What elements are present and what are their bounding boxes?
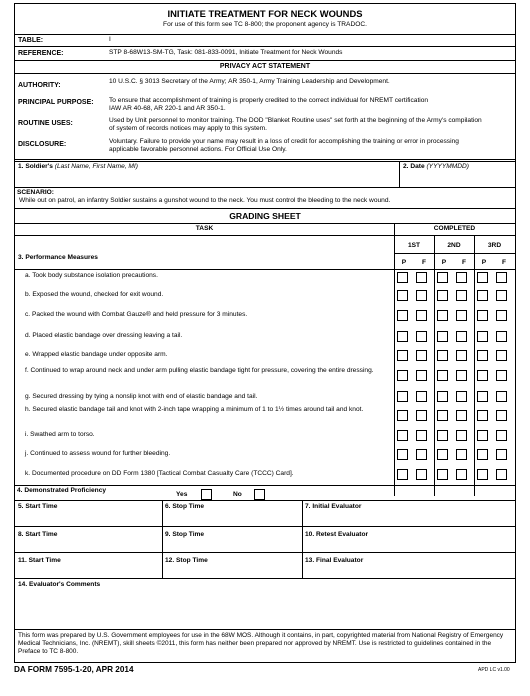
task-row-c: c. Packed the wound with Combat Gauze® and held pressure for 3 minutes.	[25, 311, 248, 318]
checkbox-a-p1[interactable]	[397, 272, 408, 283]
task-row-a: a. Took body substance isolation precautions.	[25, 272, 158, 279]
reference-value: STP 8-68W13-SM-TG, Task: 081-833-0091, Initiate Treatment for Neck Wounds	[109, 49, 343, 56]
attempt-3rd: 3RD	[487, 242, 502, 249]
grading-heading: GRADING SHEET	[229, 211, 301, 221]
checkbox-c-f2[interactable]	[456, 310, 467, 321]
checkbox-b-f2[interactable]	[456, 290, 467, 301]
checkbox-i-p2[interactable]	[437, 430, 448, 441]
checkbox-e-f1[interactable]	[416, 350, 427, 361]
pf-header-p1: P	[401, 259, 407, 266]
checkbox-h-f2[interactable]	[456, 410, 467, 421]
checkbox-b-p1[interactable]	[397, 290, 408, 301]
checkbox-i-f3[interactable]	[496, 430, 507, 441]
checkbox-g-f1[interactable]	[416, 391, 427, 402]
checkbox-c-f1[interactable]	[416, 310, 427, 321]
scenario-text: While out on patrol, an infantry Soldier sustains a gunshot wound to the neck. You must control the bleeding to the neck wound.	[19, 197, 391, 204]
final-evaluator[interactable]: 13. Final Evaluator	[305, 557, 364, 564]
table-label: TABLE:	[18, 37, 44, 44]
task-row-g: g. Secured dressing by tying a nonslip knot with end of elastic bandage and tail.	[25, 393, 258, 400]
task-row-k: k. Documented procedure on DD Form 1380 [Tactical Combat Casualty Care (TCCC) Card].	[25, 470, 294, 477]
checkbox-a-f1[interactable]	[416, 272, 427, 283]
start-time-2[interactable]: 8. Start Time	[18, 531, 58, 538]
proficiency-label: 4. Demonstrated Proficiency	[17, 487, 107, 494]
date-label: 2. Date	[403, 163, 425, 170]
checkbox-b-f1[interactable]	[416, 290, 427, 301]
stop-time-1[interactable]: 6. Stop Time	[165, 503, 205, 510]
attempt-1st: 1ST	[407, 242, 421, 249]
purpose-label: PRINCIPAL PURPOSE:	[18, 99, 94, 106]
date-field[interactable]	[403, 163, 469, 171]
checkbox-c-p2[interactable]	[437, 310, 448, 321]
form-number: DA FORM 7595-1-20, APR 2014	[14, 665, 134, 674]
checkbox-f-p2[interactable]	[437, 370, 448, 381]
checkbox-k-p2[interactable]	[437, 469, 448, 480]
checkbox-e-f2[interactable]	[456, 350, 467, 361]
checkbox-h-f3[interactable]	[496, 410, 507, 421]
checkbox-d-f2[interactable]	[456, 331, 467, 342]
checkbox-j-f2[interactable]	[456, 449, 467, 460]
checkbox-a-f3[interactable]	[496, 272, 507, 283]
checkbox-d-p2[interactable]	[437, 331, 448, 342]
checkbox-h-p2[interactable]	[437, 410, 448, 421]
checkbox-e-p2[interactable]	[437, 350, 448, 361]
checkbox-d-f1[interactable]	[416, 331, 427, 342]
purpose-text: To ensure that accomplishment of training is properly credited to the correct individual for NREMT certification IAW AR 40-68, AR 220-1 and AR 350-1.	[109, 97, 429, 112]
checkbox-g-p2[interactable]	[437, 391, 448, 402]
proficiency-yes-label: Yes	[176, 491, 188, 498]
checkbox-j-f1[interactable]	[416, 449, 427, 460]
retest-evaluator[interactable]: 10. Retest Evaluator	[305, 531, 369, 538]
checkbox-b-p2[interactable]	[437, 290, 448, 301]
checkbox-g-p3[interactable]	[477, 391, 488, 402]
checkbox-i-p3[interactable]	[477, 430, 488, 441]
form-subtitle: For use of this form see TC 8-800; the proponent agency is TRADOC.	[163, 21, 367, 28]
checkbox-j-p1[interactable]	[397, 449, 408, 460]
soldier-name-field[interactable]	[18, 163, 138, 171]
checkbox-k-p3[interactable]	[477, 469, 488, 480]
checkbox-g-f3[interactable]	[496, 391, 507, 402]
pf-header-f3: F	[501, 259, 507, 266]
disclosure-label: DISCLOSURE:	[18, 141, 67, 148]
footer-note: This form was prepared by U.S. Government employees for use in the 68W MOS. Although it contains, in part, copyrighted material from National Registry of Emergency Medical Technicians, Inc. (NREMT), skill sheets ©2011, this form has neither been prepared nor approved by NREMT. Use is restricted to guidelines contained in the Preface to TC 8-800.	[18, 632, 504, 656]
pf-header-f2: F	[461, 259, 467, 266]
proficiency-yes-checkbox[interactable]	[201, 489, 212, 500]
disclosure-text: Voluntary. Failure to provide your name may result in a loss of credit for accomplishing the training or error in processing applicable favorable personnel actions. For Official Use Only.	[109, 138, 459, 153]
checkbox-i-f2[interactable]	[456, 430, 467, 441]
checkbox-i-p1[interactable]	[397, 430, 408, 441]
routine-label: ROUTINE USES:	[18, 120, 73, 127]
checkbox-a-f2[interactable]	[456, 272, 467, 283]
task-row-e: e. Wrapped elastic bandage under opposite arm.	[25, 351, 168, 358]
task-header: TASK	[195, 225, 214, 232]
privacy-heading: PRIVACY ACT STATEMENT	[219, 63, 311, 70]
proficiency-no-label: No	[233, 491, 242, 498]
checkbox-a-p3[interactable]	[477, 272, 488, 283]
task-row-i: i. Swathed arm to torso.	[25, 431, 95, 438]
start-time-1[interactable]: 5. Start Time	[18, 503, 58, 510]
checkbox-f-f3[interactable]	[496, 370, 507, 381]
checkbox-c-p3[interactable]	[477, 310, 488, 321]
soldier-name-hint: (Last Name, First Name, MI)	[54, 163, 138, 170]
task-row-f: f. Continued to wrap around neck and under arm pulling elastic bandage tight for pressure, covering the entire dressing.	[25, 367, 374, 374]
checkbox-d-p3[interactable]	[477, 331, 488, 342]
proficiency-no-checkbox[interactable]	[254, 489, 265, 500]
checkbox-d-p1[interactable]	[397, 331, 408, 342]
task-row-b: b. Exposed the wound, checked for exit wound.	[25, 291, 164, 298]
stop-time-3[interactable]: 12. Stop Time	[165, 557, 208, 564]
checkbox-k-p1[interactable]	[397, 469, 408, 480]
authority-label: AUTHORITY:	[18, 82, 61, 89]
soldier-name-label: 1. Soldier's	[18, 163, 53, 170]
evaluator-comments[interactable]: 14. Evaluator's Comments	[18, 581, 101, 588]
checkbox-a-p2[interactable]	[437, 272, 448, 283]
start-time-3[interactable]: 11. Start Time	[18, 557, 61, 564]
pf-header-p2: P	[441, 259, 447, 266]
attempt-divider	[394, 253, 515, 254]
form-frame	[14, 3, 516, 663]
checkbox-f-f2[interactable]	[456, 370, 467, 381]
checkbox-c-f3[interactable]	[496, 310, 507, 321]
form-title: INITIATE TREATMENT FOR NECK WOUNDS	[167, 8, 363, 19]
checkbox-b-p3[interactable]	[477, 290, 488, 301]
checkbox-f-p3[interactable]	[477, 370, 488, 381]
checkbox-e-p3[interactable]	[477, 350, 488, 361]
checkbox-j-f3[interactable]	[496, 449, 507, 460]
task-row-h: h. Secured elastic bandage tail and knot with 2-inch tape wrapping a minimum of 1 to 1½ times around tail and knot.	[25, 406, 364, 413]
checkbox-e-f3[interactable]	[496, 350, 507, 361]
checkbox-g-p1[interactable]	[397, 391, 408, 402]
task-row-j: j. Continued to assess wound for further bleeding.	[25, 450, 171, 457]
date-hint: (YYYYMMDD)	[426, 163, 469, 170]
form-version: APD LC v1.00	[478, 667, 510, 673]
task-row-d: d. Placed elastic bandage over dressing leaving a tail.	[25, 332, 183, 339]
attempt-2nd: 2ND	[447, 242, 461, 249]
checkbox-j-p2[interactable]	[437, 449, 448, 460]
table-value[interactable]: I	[109, 36, 111, 43]
checkbox-h-p1[interactable]	[397, 410, 408, 421]
checkbox-c-p1[interactable]	[397, 310, 408, 321]
stop-time-2[interactable]: 9. Stop Time	[165, 531, 205, 538]
checkbox-k-f1[interactable]	[416, 469, 427, 480]
checkbox-j-p3[interactable]	[477, 449, 488, 460]
checkbox-h-p3[interactable]	[477, 410, 488, 421]
checkbox-d-f3[interactable]	[496, 331, 507, 342]
routine-text: Used by Unit personnel to monitor training. The DOD "Blanket Routine uses" set forth at the beginning of the Army's compilation of system of records notices may apply to this system.	[109, 117, 482, 132]
completed-header: COMPLETED	[433, 225, 476, 232]
reference-label: REFERENCE:	[18, 50, 64, 57]
checkbox-k-f3[interactable]	[496, 469, 507, 480]
checkbox-h-f1[interactable]	[416, 410, 427, 421]
checkbox-e-p1[interactable]	[397, 350, 408, 361]
checkbox-b-f3[interactable]	[496, 290, 507, 301]
pf-header-p3: P	[481, 259, 487, 266]
performance-measures-label: 3. Performance Measures	[18, 254, 98, 261]
authority-text: 10 U.S.C. § 3013 Secretary of the Army; AR 350-1, Army Training Leadership and Development.	[109, 78, 390, 85]
checkbox-g-f2[interactable]	[456, 391, 467, 402]
checkbox-f-p1[interactable]	[397, 370, 408, 381]
scenario-label: SCENARIO:	[17, 189, 54, 196]
pf-header-f1: F	[421, 259, 427, 266]
checkbox-i-f1[interactable]	[416, 430, 427, 441]
checkbox-f-f1[interactable]	[416, 370, 427, 381]
initial-evaluator[interactable]: 7. Initial Evaluator	[305, 503, 362, 510]
checkbox-k-f2[interactable]	[456, 469, 467, 480]
